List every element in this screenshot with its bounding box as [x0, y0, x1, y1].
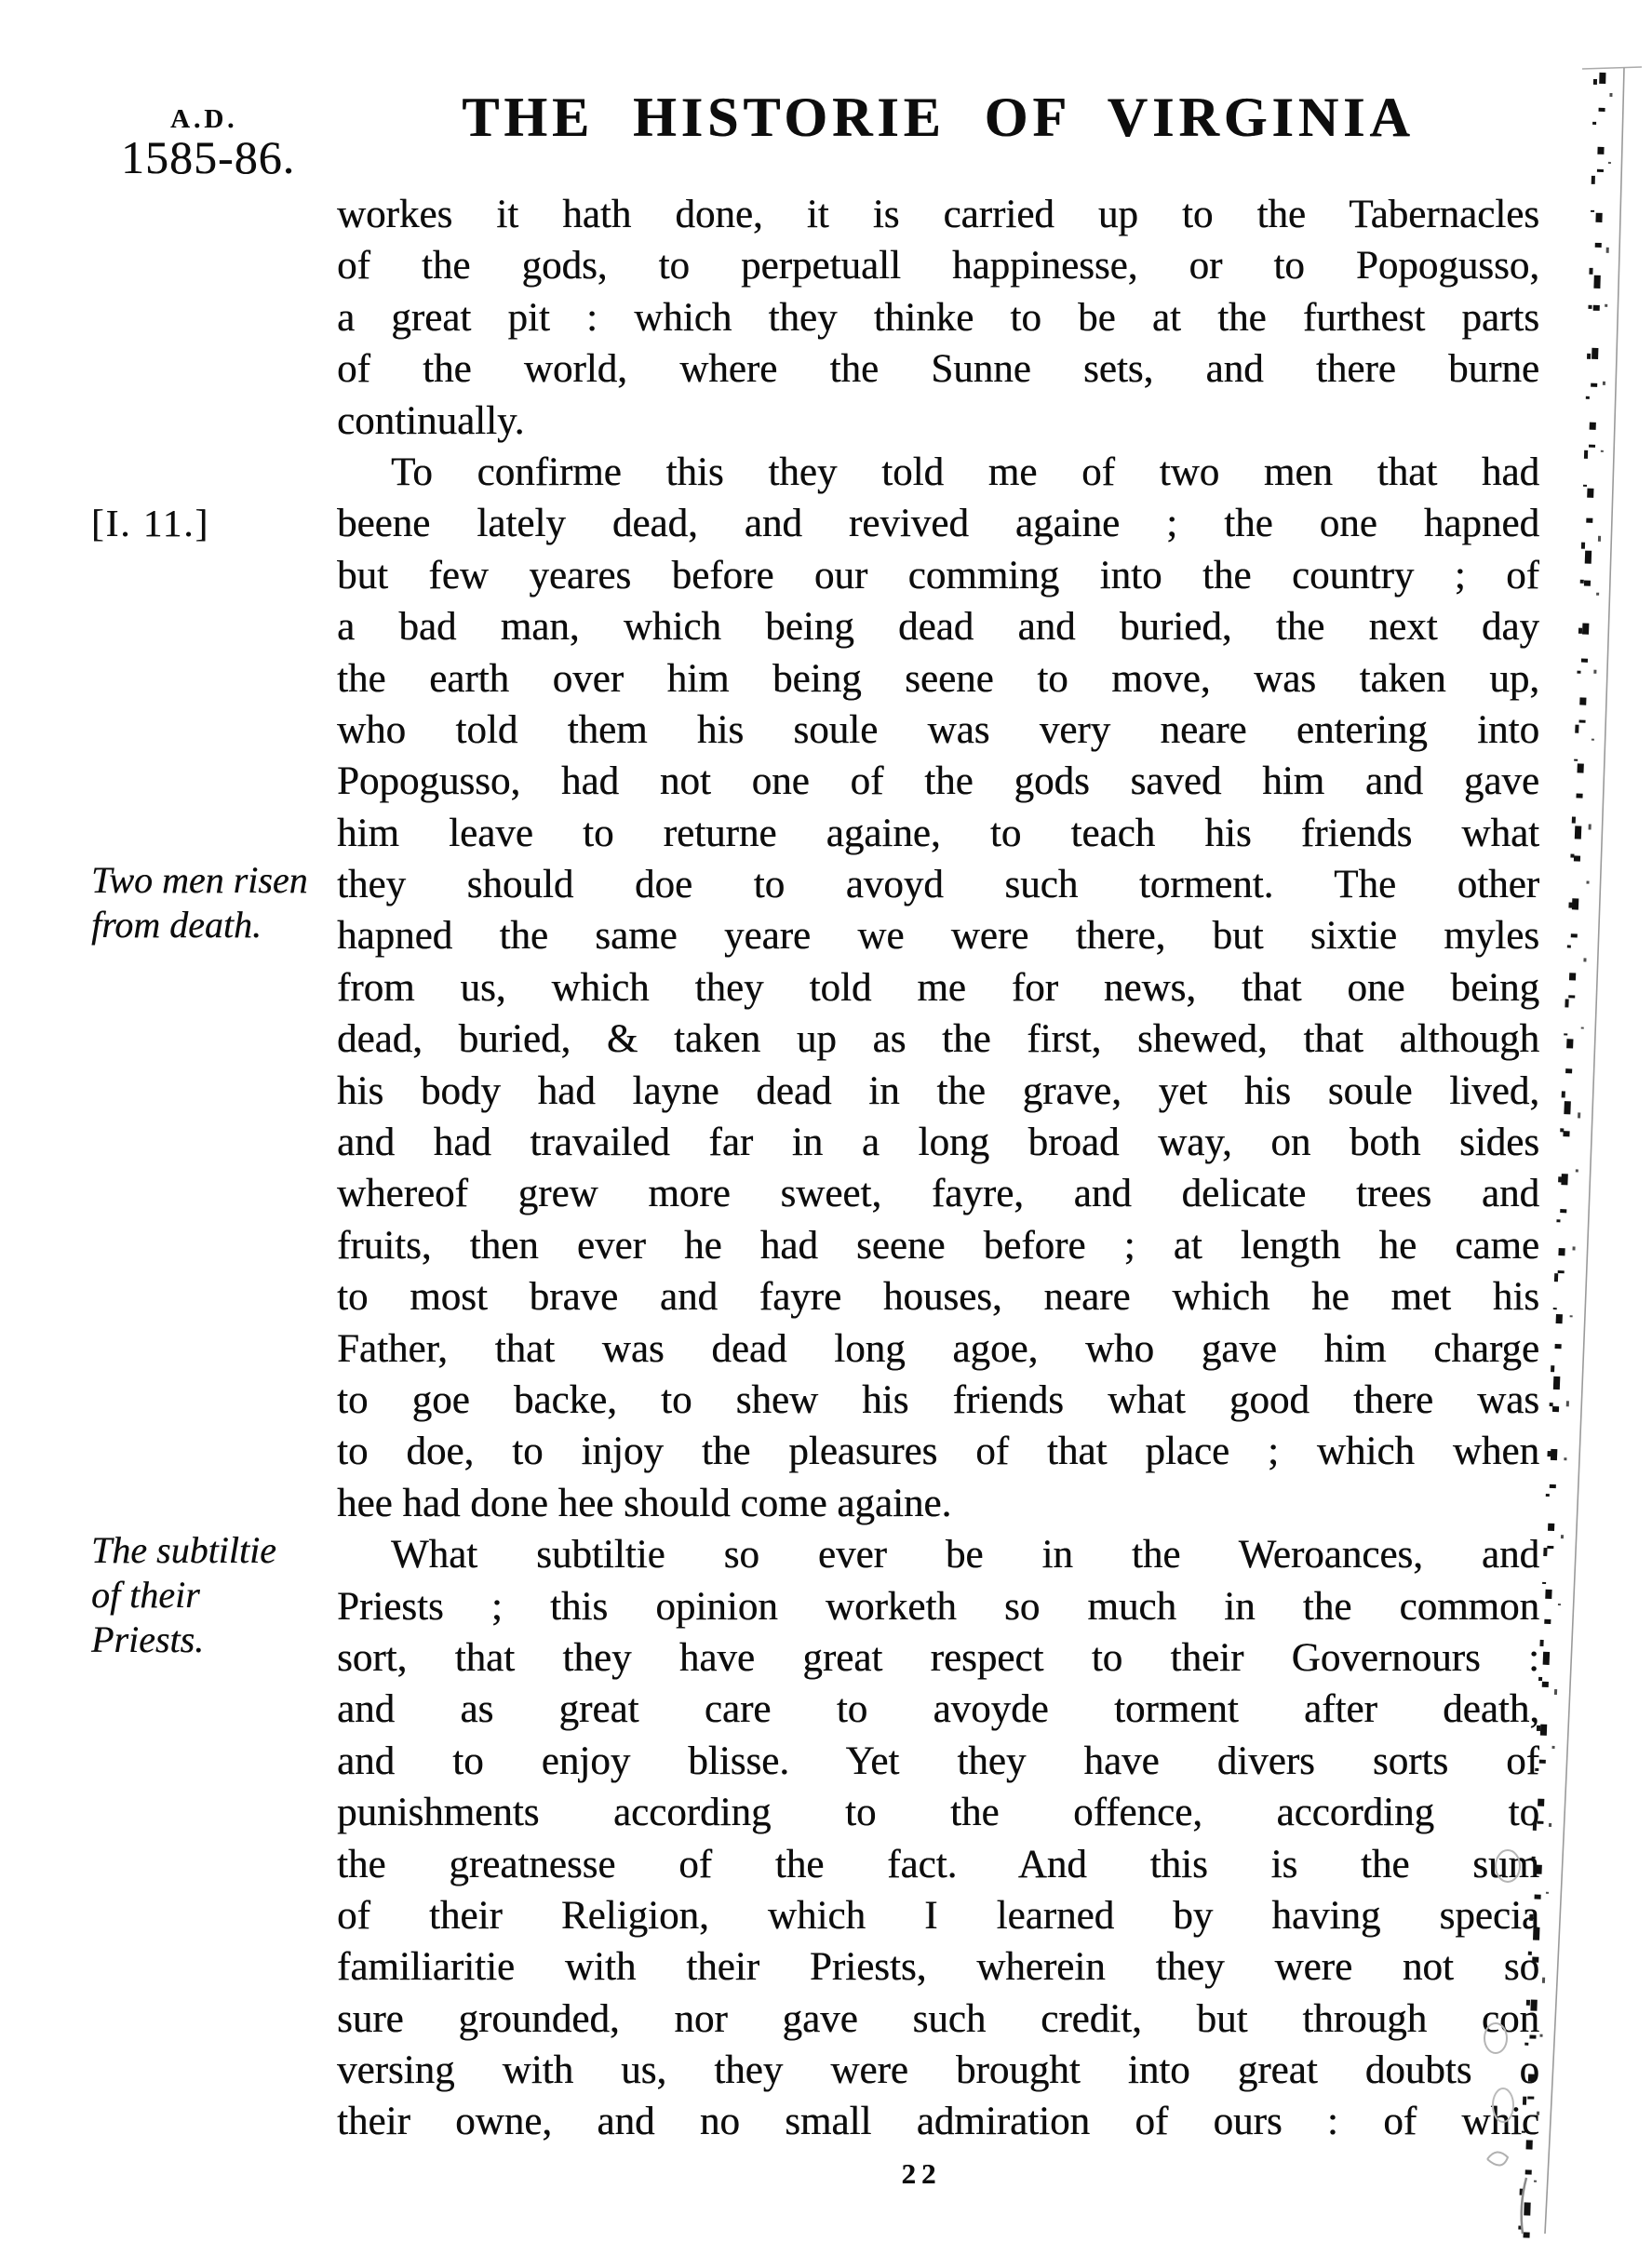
text-line: of the world, where the Sunne sets, and there burne — [337, 347, 1539, 392]
text-line: of their Religion, which I learned by having specia — [337, 1893, 1539, 1938]
margin-note-line: from death. — [91, 904, 262, 946]
section-reference: [I. 11.] — [91, 502, 210, 544]
text-line: from us, which they told me for news, that one being — [337, 965, 1539, 1010]
text-line: of the gods, to perpetuall happinesse, or to Popogusso, — [337, 244, 1539, 289]
text-line: their owne, and no small admiration of ours : of whic — [337, 2100, 1539, 2144]
text-line: hapned the same yeare we were there, but sixtie myles — [337, 914, 1539, 959]
text-line: dead, buried, & taken up as the first, shewed, that although — [337, 1017, 1539, 1062]
text-line: they should doe to avoyd such torment. The other — [337, 863, 1539, 907]
text-line: his body had layne dead in the grave, yet his soule lived, — [337, 1068, 1539, 1113]
text-line: whereof grew more sweet, fayre, and delicate trees and — [337, 1172, 1539, 1216]
text-line: hee had done hee should come againe. — [337, 1481, 952, 1525]
margin-note-line: of their — [91, 1574, 200, 1616]
text-line: and had travailed far in a long broad way, on both sides — [337, 1121, 1539, 1165]
text-line: sure grounded, nor gave such credit, but through con — [337, 1996, 1539, 2041]
text-line: the earth over him being seene to move, was taken up, — [337, 656, 1539, 701]
text-line: a great pit : which they thinke to be at the furthest parts — [337, 295, 1539, 340]
page-number: 22 — [901, 2157, 942, 2190]
margin-note-line: The subtiltie — [91, 1529, 276, 1571]
text-line: who told them his soule was very neare entering into — [337, 707, 1539, 752]
text-line: to goe backe, to shew his friends what good there was — [337, 1377, 1539, 1422]
text-line: to most brave and fayre houses, neare which he met his — [337, 1275, 1539, 1320]
text-line: familiaritie with their Priests, wherein they were not so — [337, 1945, 1539, 1990]
text-line: What subtiltie so ever be in the Weroances, and — [391, 1533, 1539, 1577]
text-line: sort, that they have great respect to their Governours : — [337, 1635, 1539, 1680]
margin-note-subtiltie-of-priests — [91, 1528, 276, 1662]
text-line: and as great care to avoyde torment after death, — [337, 1687, 1539, 1732]
text-line: beene lately dead, and revived againe ; the one hapned — [337, 502, 1539, 546]
text-line: him leave to returne againe, to teach his friends what — [337, 811, 1539, 855]
text-line: punishments according to the offence, according to — [337, 1791, 1539, 1835]
margin-note-two-men-risen — [91, 858, 308, 947]
era-label: A.D. — [170, 104, 238, 134]
text-line: workes it hath done, it is carried up to the Tabernacles — [337, 193, 1539, 236]
era-years: 1585-86. — [121, 131, 296, 183]
text-line: the greatnesse of the fact. And this is the sum — [337, 1842, 1539, 1886]
text-line: Priests ; this opinion worketh so much in the common — [337, 1584, 1539, 1629]
page-title: THE HISTORIE OF VIRGINIA — [462, 87, 1415, 148]
text-line: continually. — [337, 398, 525, 443]
body-text — [337, 189, 1539, 2148]
text-line: a bad man, which being dead and buried, the next day — [337, 605, 1539, 650]
margin-note-line: Priests. — [91, 1618, 205, 1660]
text-line: Father, that was dead long agoe, who gave him charge — [337, 1326, 1539, 1371]
margin-note-line: Two men risen — [91, 859, 308, 901]
text-line: To confirme this they told me of two men that had — [391, 450, 1539, 494]
text-line: but few yeares before our comming into the country ; of — [337, 553, 1539, 597]
text-line: and to enjoy blisse. Yet they have divers sorts of — [337, 1739, 1539, 1783]
text-line: Popogusso, had not one of the gods saved him and gave — [337, 759, 1539, 804]
text-line: fruits, then ever he had seene before ; at length he came — [337, 1223, 1539, 1268]
text-line: to doe, to injoy the pleasures of that place ; which when — [337, 1430, 1539, 1474]
text-line: versing with us, they were brought into great doubts o — [337, 2048, 1539, 2093]
